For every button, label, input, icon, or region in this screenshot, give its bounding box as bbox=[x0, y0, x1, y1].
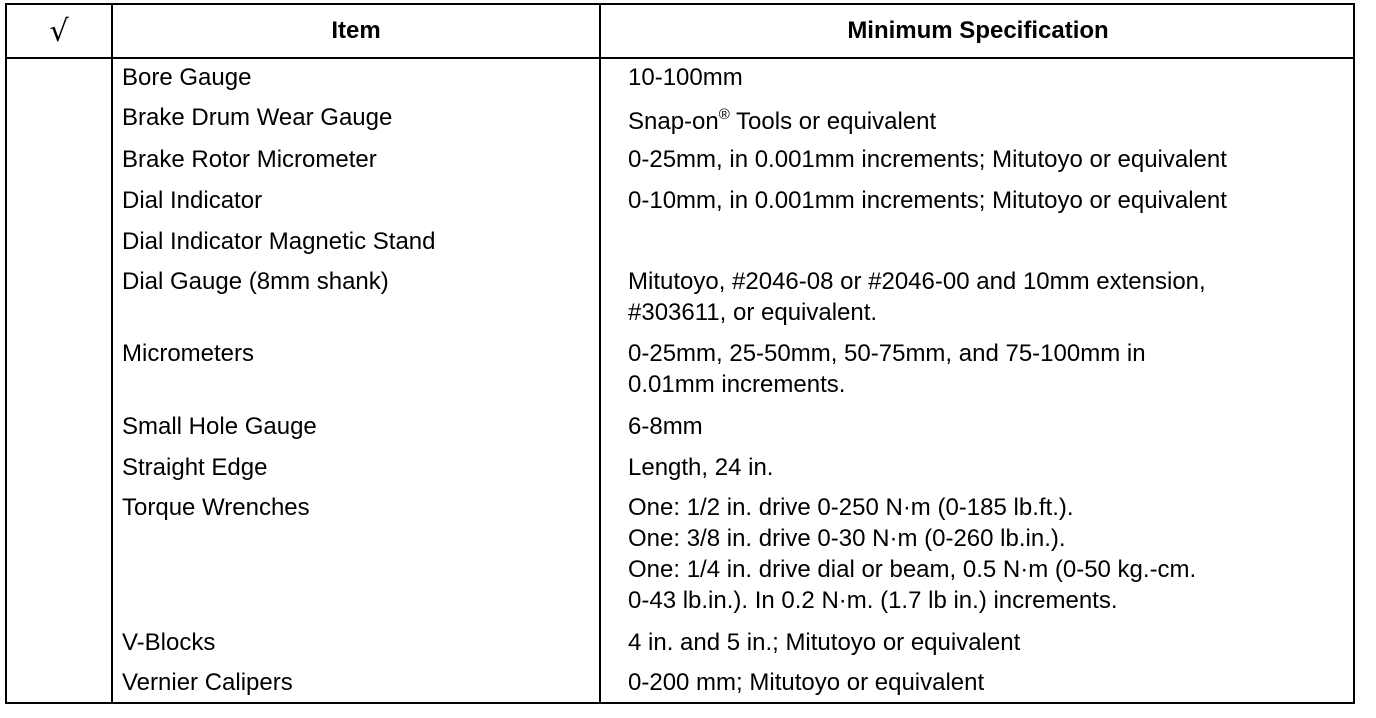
spec-line bbox=[628, 106, 1348, 137]
item-cell: Brake Rotor Micrometer bbox=[122, 146, 377, 173]
equipment-table bbox=[5, 3, 1355, 704]
spec-line: Length, 24 in. bbox=[628, 454, 774, 481]
item-cell: Dial Gauge (8mm shank) bbox=[122, 268, 389, 295]
item-cell: Torque Wrenches bbox=[122, 494, 310, 521]
spec-cell bbox=[628, 667, 1348, 698]
spec-cell bbox=[628, 266, 1348, 328]
spec-cell bbox=[628, 62, 1348, 93]
spec-line: 0-10mm, in 0.001mm increments; Mitutoyo or equivalent bbox=[628, 187, 1227, 214]
spec-cell bbox=[628, 411, 1348, 442]
spec-line: 0.01mm increments. bbox=[628, 371, 846, 398]
item-cell: Vernier Calipers bbox=[122, 669, 293, 696]
spec-brand: Snap-on bbox=[628, 108, 719, 135]
spec-line: One: 1/4 in. drive dial or beam, 0.5 N·m (0-50 kg.-cm. bbox=[628, 556, 1197, 583]
spec-suffix: Tools or equivalent bbox=[729, 108, 937, 135]
item-cell: Bore Gauge bbox=[122, 64, 252, 91]
spec-cell bbox=[628, 338, 1348, 400]
item-cell: Brake Drum Wear Gauge bbox=[122, 104, 393, 131]
item-cell: Straight Edge bbox=[122, 454, 268, 481]
spec-cell bbox=[628, 492, 1348, 616]
spec-line: 10-100mm bbox=[628, 64, 743, 91]
item-cell: Dial Indicator bbox=[122, 187, 263, 214]
spec-line: 0-25mm, in 0.001mm increments; Mitutoyo or equivalent bbox=[628, 146, 1227, 173]
header-divider bbox=[7, 57, 1353, 59]
spec-line: Mitutoyo, #2046-08 or #2046-00 and 10mm extension, bbox=[628, 268, 1206, 295]
spec-cell bbox=[628, 144, 1348, 175]
spec-line: One: 3/8 in. drive 0-30 N·m (0-260 lb.in.). bbox=[628, 525, 1066, 552]
spec-line: 0-43 lb.in.). In 0.2 N·m. (1.7 lb in.) increments. bbox=[628, 587, 1118, 614]
column-divider bbox=[111, 5, 113, 702]
spec-cell bbox=[628, 185, 1348, 216]
spec-line: 0-25mm, 25-50mm, 50-75mm, and 75-100mm in bbox=[628, 340, 1146, 367]
spec-line: 6-8mm bbox=[628, 413, 703, 440]
spec-line: 0-200 mm; Mitutoyo or equivalent bbox=[628, 669, 985, 696]
spec-cell bbox=[628, 452, 1348, 483]
spec-cell bbox=[628, 627, 1348, 658]
spec-cell bbox=[628, 106, 1348, 137]
spec-line: 4 in. and 5 in.; Mitutoyo or equivalent bbox=[628, 629, 1021, 656]
item-cell: Dial Indicator Magnetic Stand bbox=[122, 228, 436, 255]
item-cell: Small Hole Gauge bbox=[122, 413, 317, 440]
spec-line: One: 1/2 in. drive 0-250 N·m (0-185 lb.ft.). bbox=[628, 494, 1074, 521]
column-divider bbox=[599, 5, 601, 702]
registered-mark: ® bbox=[718, 106, 730, 123]
spec-line: #303611, or equivalent. bbox=[628, 299, 878, 326]
header-spec: Minimum Specification bbox=[847, 17, 1109, 44]
item-cell: V-Blocks bbox=[122, 629, 216, 656]
item-cell: Micrometers bbox=[122, 340, 255, 367]
header-item: Item bbox=[331, 17, 381, 44]
header-check: √ bbox=[49, 13, 69, 49]
